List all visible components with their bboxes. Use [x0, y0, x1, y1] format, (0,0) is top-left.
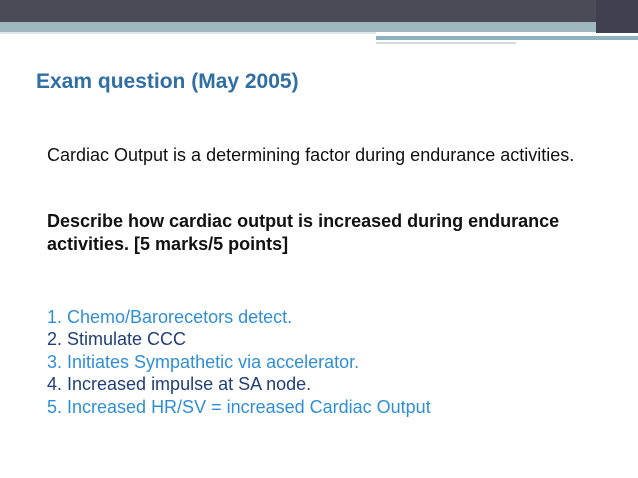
answer-list: [47, 306, 627, 418]
header-thin-line: [0, 32, 376, 34]
answer-item-5: 5. Increased HR/SV = increased Cardiac Output: [47, 396, 431, 417]
header-rule-secondary: [376, 42, 516, 44]
header-rule: [376, 36, 638, 40]
answer-item-2: 2. Stimulate CCC: [47, 329, 187, 350]
answer-item-1: 1. Chemo/Barorecetors detect.: [47, 307, 293, 327]
header-accent-band: [0, 22, 638, 32]
answer-item-3: 3. Initiates Sympathetic via accelerator.: [47, 351, 360, 372]
header-band: [0, 0, 638, 22]
statement-text: Cardiac Output is a determining factor during endurance activities.: [47, 145, 575, 165]
header-corner-block: [596, 0, 638, 33]
question-text: Describe how cardiac output is increased during endurance activities. [5 marks/5 points]: [47, 211, 560, 254]
answer-item-4: 4. Increased impulse at SA node.: [47, 374, 312, 395]
slide-title: Exam question (May 2005): [36, 70, 299, 93]
